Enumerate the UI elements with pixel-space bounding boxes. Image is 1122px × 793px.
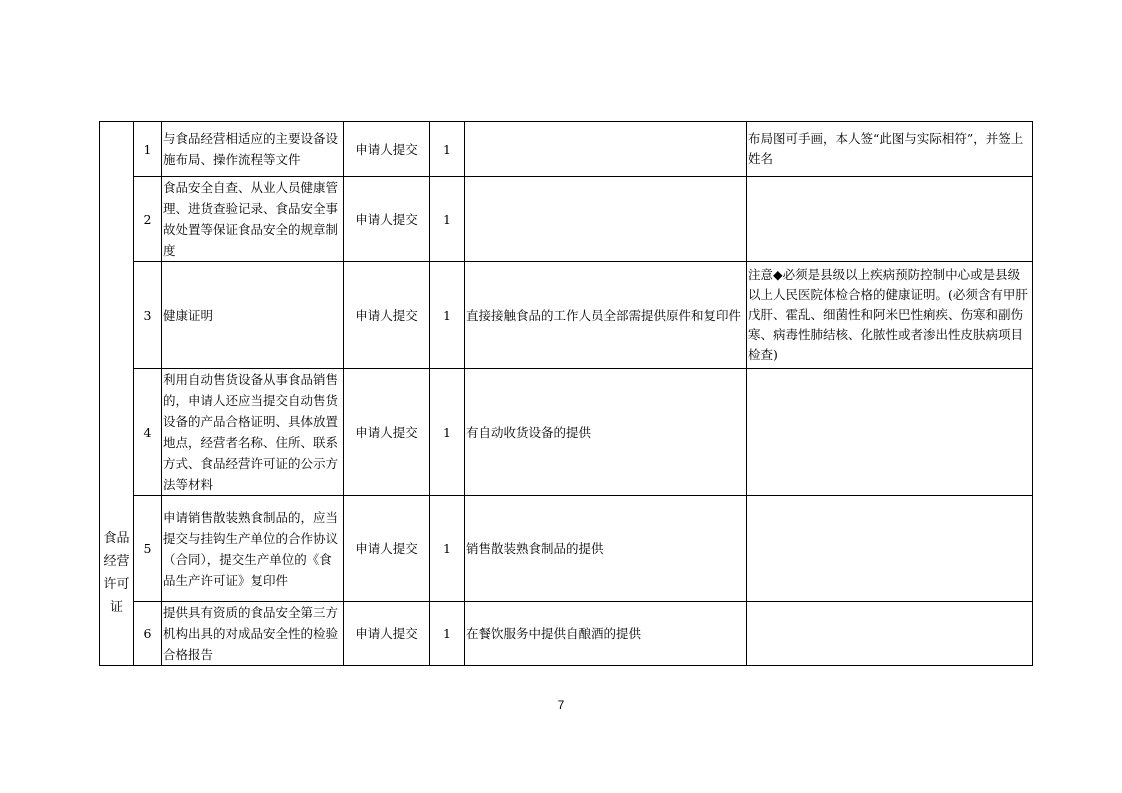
count-cell: 1 (430, 262, 465, 369)
row-number: 3 (134, 262, 162, 369)
row-number: 2 (134, 177, 162, 262)
row-number: 4 (134, 369, 162, 496)
table-row (100, 122, 1033, 177)
requirements-table (99, 121, 1033, 666)
note-cell: 注意◆必须是县级以上疾病预防控制中心或是县级以上人民医院体检合格的健康证明。(必须含有甲肝戊肝、霍乱、细菌性和阿米巴性痢疾、伤寒和副伤寒、病毒性肺结核、化脓性或者渗出性皮肤病项目检查) (747, 262, 1033, 369)
condition-cell (465, 177, 747, 262)
count-cell: 1 (430, 496, 465, 602)
material-cell: 利用自动售货设备从事食品销售的，申请人还应当提交自动售货设备的产品合格证明、具体放置地点，经营者名称、住所、联系方式、食品经营许可证的公示方法等材料 (162, 369, 344, 496)
submitter-cell: 申请人提交 (344, 602, 430, 666)
row-number: 5 (134, 496, 162, 602)
submitter-cell: 申请人提交 (344, 122, 430, 177)
count-cell: 1 (430, 602, 465, 666)
material-cell: 提供具有资质的食品安全第三方机构出具的对成品安全性的检验合格报告 (162, 602, 344, 666)
row-number: 6 (134, 602, 162, 666)
note-cell (747, 496, 1033, 602)
condition-cell: 有自动收货设备的提供 (465, 369, 747, 496)
page-number: 7 (557, 698, 565, 712)
note-cell (747, 602, 1033, 666)
material-cell: 与食品经营相适应的主要设备设施布局、操作流程等文件 (162, 122, 344, 177)
table-row (100, 602, 1033, 666)
count-cell: 1 (430, 122, 465, 177)
row-number: 1 (134, 122, 162, 177)
table-row (100, 496, 1033, 602)
submitter-cell: 申请人提交 (344, 496, 430, 602)
note-cell (747, 177, 1033, 262)
note-cell: 布局图可手画，本人签“此图与实际相符”，并签上姓名 (747, 122, 1033, 177)
condition-cell: 销售散装熟食制品的提供 (465, 496, 747, 602)
submitter-cell: 申请人提交 (344, 177, 430, 262)
count-cell: 1 (430, 177, 465, 262)
category-cell: 食品经营许可证 (100, 122, 134, 666)
submitter-cell: 申请人提交 (344, 369, 430, 496)
table-row (100, 262, 1033, 369)
material-cell: 申请销售散装熟食制品的，应当提交与挂钩生产单位的合作协议（合同），提交生产单位的《食品生产许可证》复印件 (162, 496, 344, 602)
material-cell: 食品安全自查、从业人员健康管理、进货查验记录、食品安全事故处置等保证食品安全的规章制度 (162, 177, 344, 262)
condition-cell: 在餐饮服务中提供自酿酒的提供 (465, 602, 747, 666)
table-row (100, 369, 1033, 496)
condition-cell (465, 122, 747, 177)
note-cell (747, 369, 1033, 496)
material-cell: 健康证明 (162, 262, 344, 369)
table-row (100, 177, 1033, 262)
condition-cell: 直接接触食品的工作人员全部需提供原件和复印件 (465, 262, 747, 369)
count-cell: 1 (430, 369, 465, 496)
submitter-cell: 申请人提交 (344, 262, 430, 369)
